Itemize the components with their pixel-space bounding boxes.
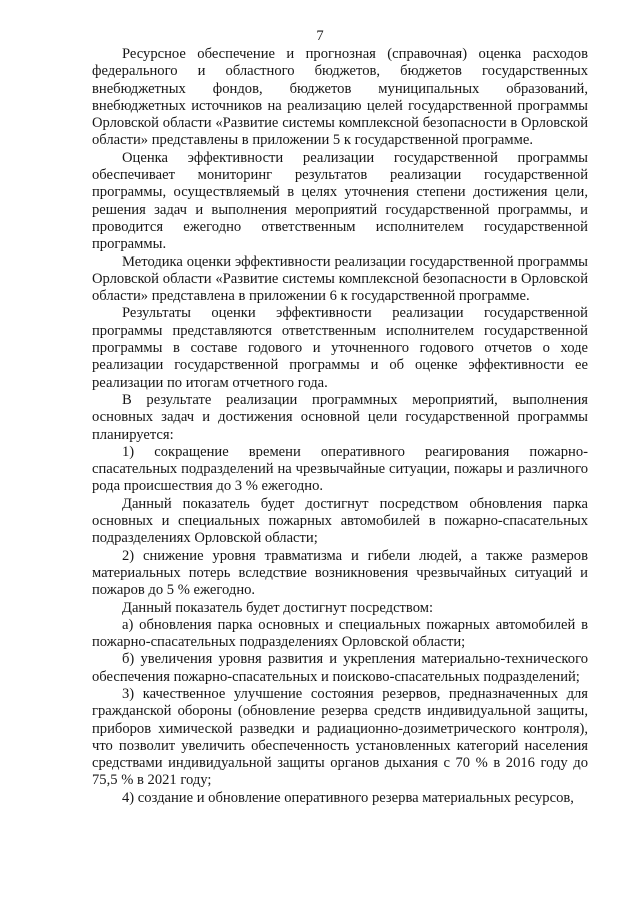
paragraph-indicator-2-means-intro: Данный показатель будет достигнут посредством:	[122, 599, 434, 616]
paragraph-item-4-material-reserve: 4) создание и обновление оперативного резерва материальных ресурсов,	[122, 789, 574, 806]
paragraph-item-3-civil-defense-reserves: 3) качественное улучшение состояния резервов, предназначенных для гражданской обороны (обновление резерва средств индивидуальной защиты, приборов химической разведки и радиационно-дозиметрического контроля), что позволит увеличить обеспеченность установленных категорий населения средствами индивидуальной защиты органов дыхания с 70 % в 2016 году до 75,5 % в 2021 году;	[92, 685, 588, 789]
page-number: 7	[316, 28, 324, 44]
paragraph-resource-support: Ресурсное обеспечение и прогнозная (справочная) оценка расходов федерального и областного бюджетов, бюджетов государственных внебюджетных фондов, бюджетов муниципальных образований, внебюджетных источников на реализацию целей государственной программы Орловской области «Развитие системы комплексной безопасности в Орловской области» представлены в приложении 5 к государственной программе.	[92, 46, 588, 149]
document-body	[92, 46, 588, 807]
paragraph-subitem-b-technical-support: б) увеличения уровня развития и укрепления материально-технического обеспечения пожарно-спасательных и поисково-спасательных подразделений;	[92, 651, 588, 685]
paragraph-subitem-a-vehicle-fleet: а) обновления парка основных и специальных пожарных автомобилей в пожарно-спасательных подразделениях Орловской области;	[92, 616, 588, 651]
paragraph-evaluation-results: Результаты оценки эффективности реализации государственной программы представляются ответственным исполнителем государственной программы в составе годового и уточненного годового отчетов о ходе реализации государственной программы и об оценке эффективности ее реализации по итогам отчетного года.	[92, 305, 588, 391]
paragraph-item-2-injury-reduction: 2) снижение уровня травматизма и гибели людей, а также размеров материальных потерь вследствие возникновения чрезвычайных ситуаций и пожаров до 5 % ежегодно.	[92, 547, 588, 599]
paragraph-item-1-response-time: 1) сокращение времени оперативного реагирования пожарно-спасательных подразделений на чрезвычайные ситуации, пожары и различного рода происшествия до 3 % ежегодно.	[92, 443, 588, 495]
paragraph-planned-outcomes-intro: В результате реализации программных мероприятий, выполнения основных задач и достижения основной цели государственной программы планируется:	[92, 391, 588, 443]
paragraph-efficiency-evaluation: Оценка эффективности реализации государственной программы обеспечивает мониторинг результатов реализации государственной программы, осуществляемый в целях уточнения степени достижения цели, решения задач и выполнения мероприятий государственной программы, и проводится ежегодно ответственным исполнителем государственной программы.	[92, 149, 588, 253]
paragraph-evaluation-methodology: Методика оценки эффективности реализации государственной программы Орловской области «Развитие системы комплексной безопасности в Орловской области» представлена в приложении 6 к государственной программе.	[92, 253, 588, 305]
paragraph-indicator-1-means: Данный показатель будет достигнут посредством обновления парка основных и специальных пожарных автомобилей в пожарно-спасательных подразделениях Орловской области;	[92, 495, 588, 547]
